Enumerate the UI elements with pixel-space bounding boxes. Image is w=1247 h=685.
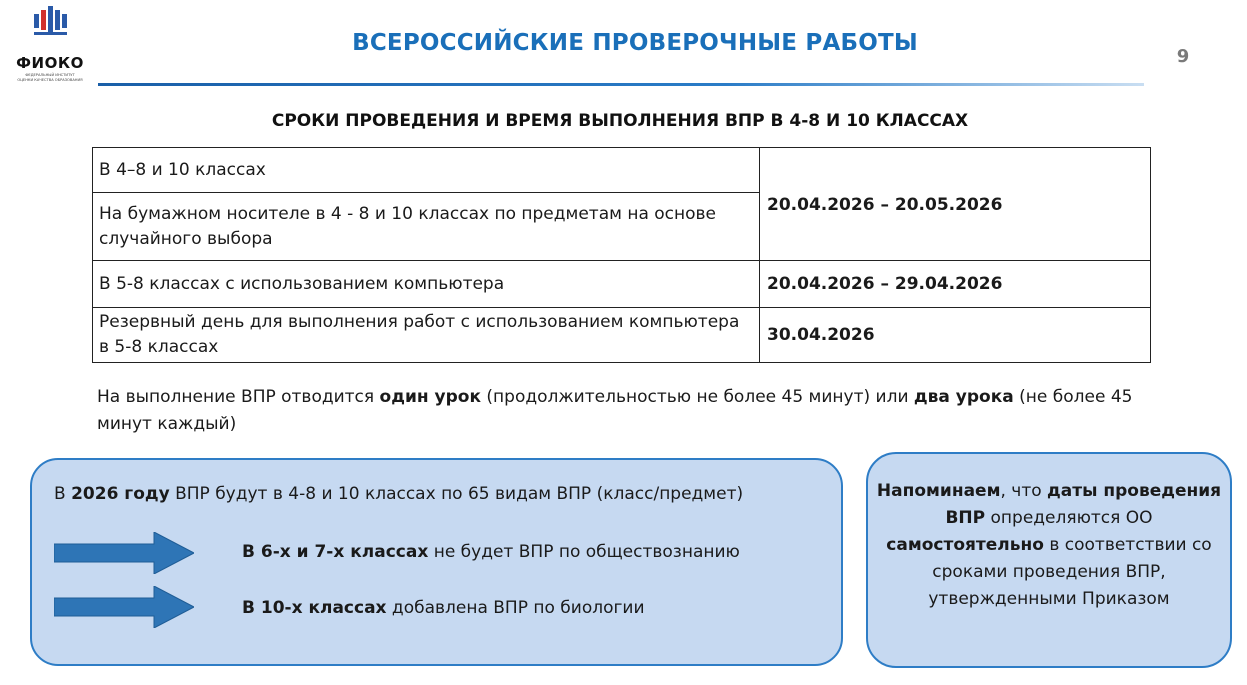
change-item-text: добавлена ВПР по биологии xyxy=(386,598,645,618)
section-subtitle: СРОКИ ПРОВЕДЕНИЯ И ВРЕМЯ ВЫПОЛНЕНИЯ ВПР В 4-8 И 10 КЛАССАХ xyxy=(271,111,969,131)
change-item-bold: В 10-х классах xyxy=(242,598,387,618)
changes-intro xyxy=(54,484,743,504)
note-bold: один урок xyxy=(379,387,481,407)
schedule-table xyxy=(92,147,1151,363)
header-divider xyxy=(98,83,1144,86)
logo-subtitle-line1: ФЕДЕРАЛЬНЫЙ ИНСТИТУТ xyxy=(25,73,75,77)
note-text: На выполнение ВПР отводится xyxy=(97,387,380,407)
logo-bars-icon xyxy=(32,6,72,40)
reminder-bold: даты проведения ВПР xyxy=(945,481,1222,528)
arrow-right-icon xyxy=(54,532,194,574)
change-item xyxy=(242,598,645,618)
intro-text: В xyxy=(54,484,72,504)
reminder-text: определяются ОО xyxy=(985,508,1153,528)
reminder-panel xyxy=(866,452,1232,668)
table-row xyxy=(93,261,1151,308)
logo-subtitle xyxy=(8,73,92,82)
change-item-text: не будет ВПР по обществознанию xyxy=(428,542,740,562)
table-row xyxy=(93,148,1151,193)
reminder-bold: Напоминаем xyxy=(876,481,1001,501)
note-text: (не более 45 минут каждый) xyxy=(97,387,1133,434)
table-cell-dates: 20.04.2026 – 29.04.2026 xyxy=(760,261,1151,308)
changes-panel xyxy=(30,458,843,666)
table-cell-label: В 4–8 и 10 классах xyxy=(93,148,760,193)
intro-text: ВПР будут в 4-8 и 10 классах по 65 видам ВПР (класс/предмет) xyxy=(169,484,744,504)
note-text: (продолжительностью не более 45 минут) или xyxy=(481,387,914,407)
page-title: ВСЕРОССИЙСКИЕ ПРОВЕРОЧНЫЕ РАБОТЫ xyxy=(352,30,918,56)
table-cell-label: В 5-8 классах с использованием компьютера xyxy=(93,261,760,308)
table-cell-dates: 20.04.2026 – 20.05.2026 xyxy=(760,148,1151,261)
reminder-text: в соответствии со сроками проведения ВПР, утвержденными Приказом xyxy=(928,535,1212,609)
page-number: 9 xyxy=(1176,46,1190,67)
table-cell-dates: 30.04.2026 xyxy=(760,308,1151,363)
change-item xyxy=(242,542,740,562)
intro-bold: 2026 году xyxy=(71,484,170,504)
logo-subtitle-line2: ОЦЕНКИ КАЧЕСТВА ОБРАЗОВАНИЯ xyxy=(17,77,83,82)
fioko-logo xyxy=(8,6,90,92)
table-row xyxy=(93,308,1151,363)
change-item-bold: В 6-х и 7-х классах xyxy=(242,542,429,562)
reminder-text: , что xyxy=(1000,481,1048,501)
reminder-bold: самостоятельно xyxy=(886,535,1044,555)
arrow-right-icon xyxy=(54,586,194,628)
note-bold: два урока xyxy=(913,387,1014,407)
table-cell-label: Резервный день для выполнения работ с использованием компьютера в 5-8 классах xyxy=(93,308,760,363)
duration-note xyxy=(97,384,1157,438)
table-cell-label: На бумажном носителе в 4 - 8 и 10 классах по предметам на основе случайного выбора xyxy=(93,193,760,261)
logo-name: ФИОКО xyxy=(16,54,84,72)
